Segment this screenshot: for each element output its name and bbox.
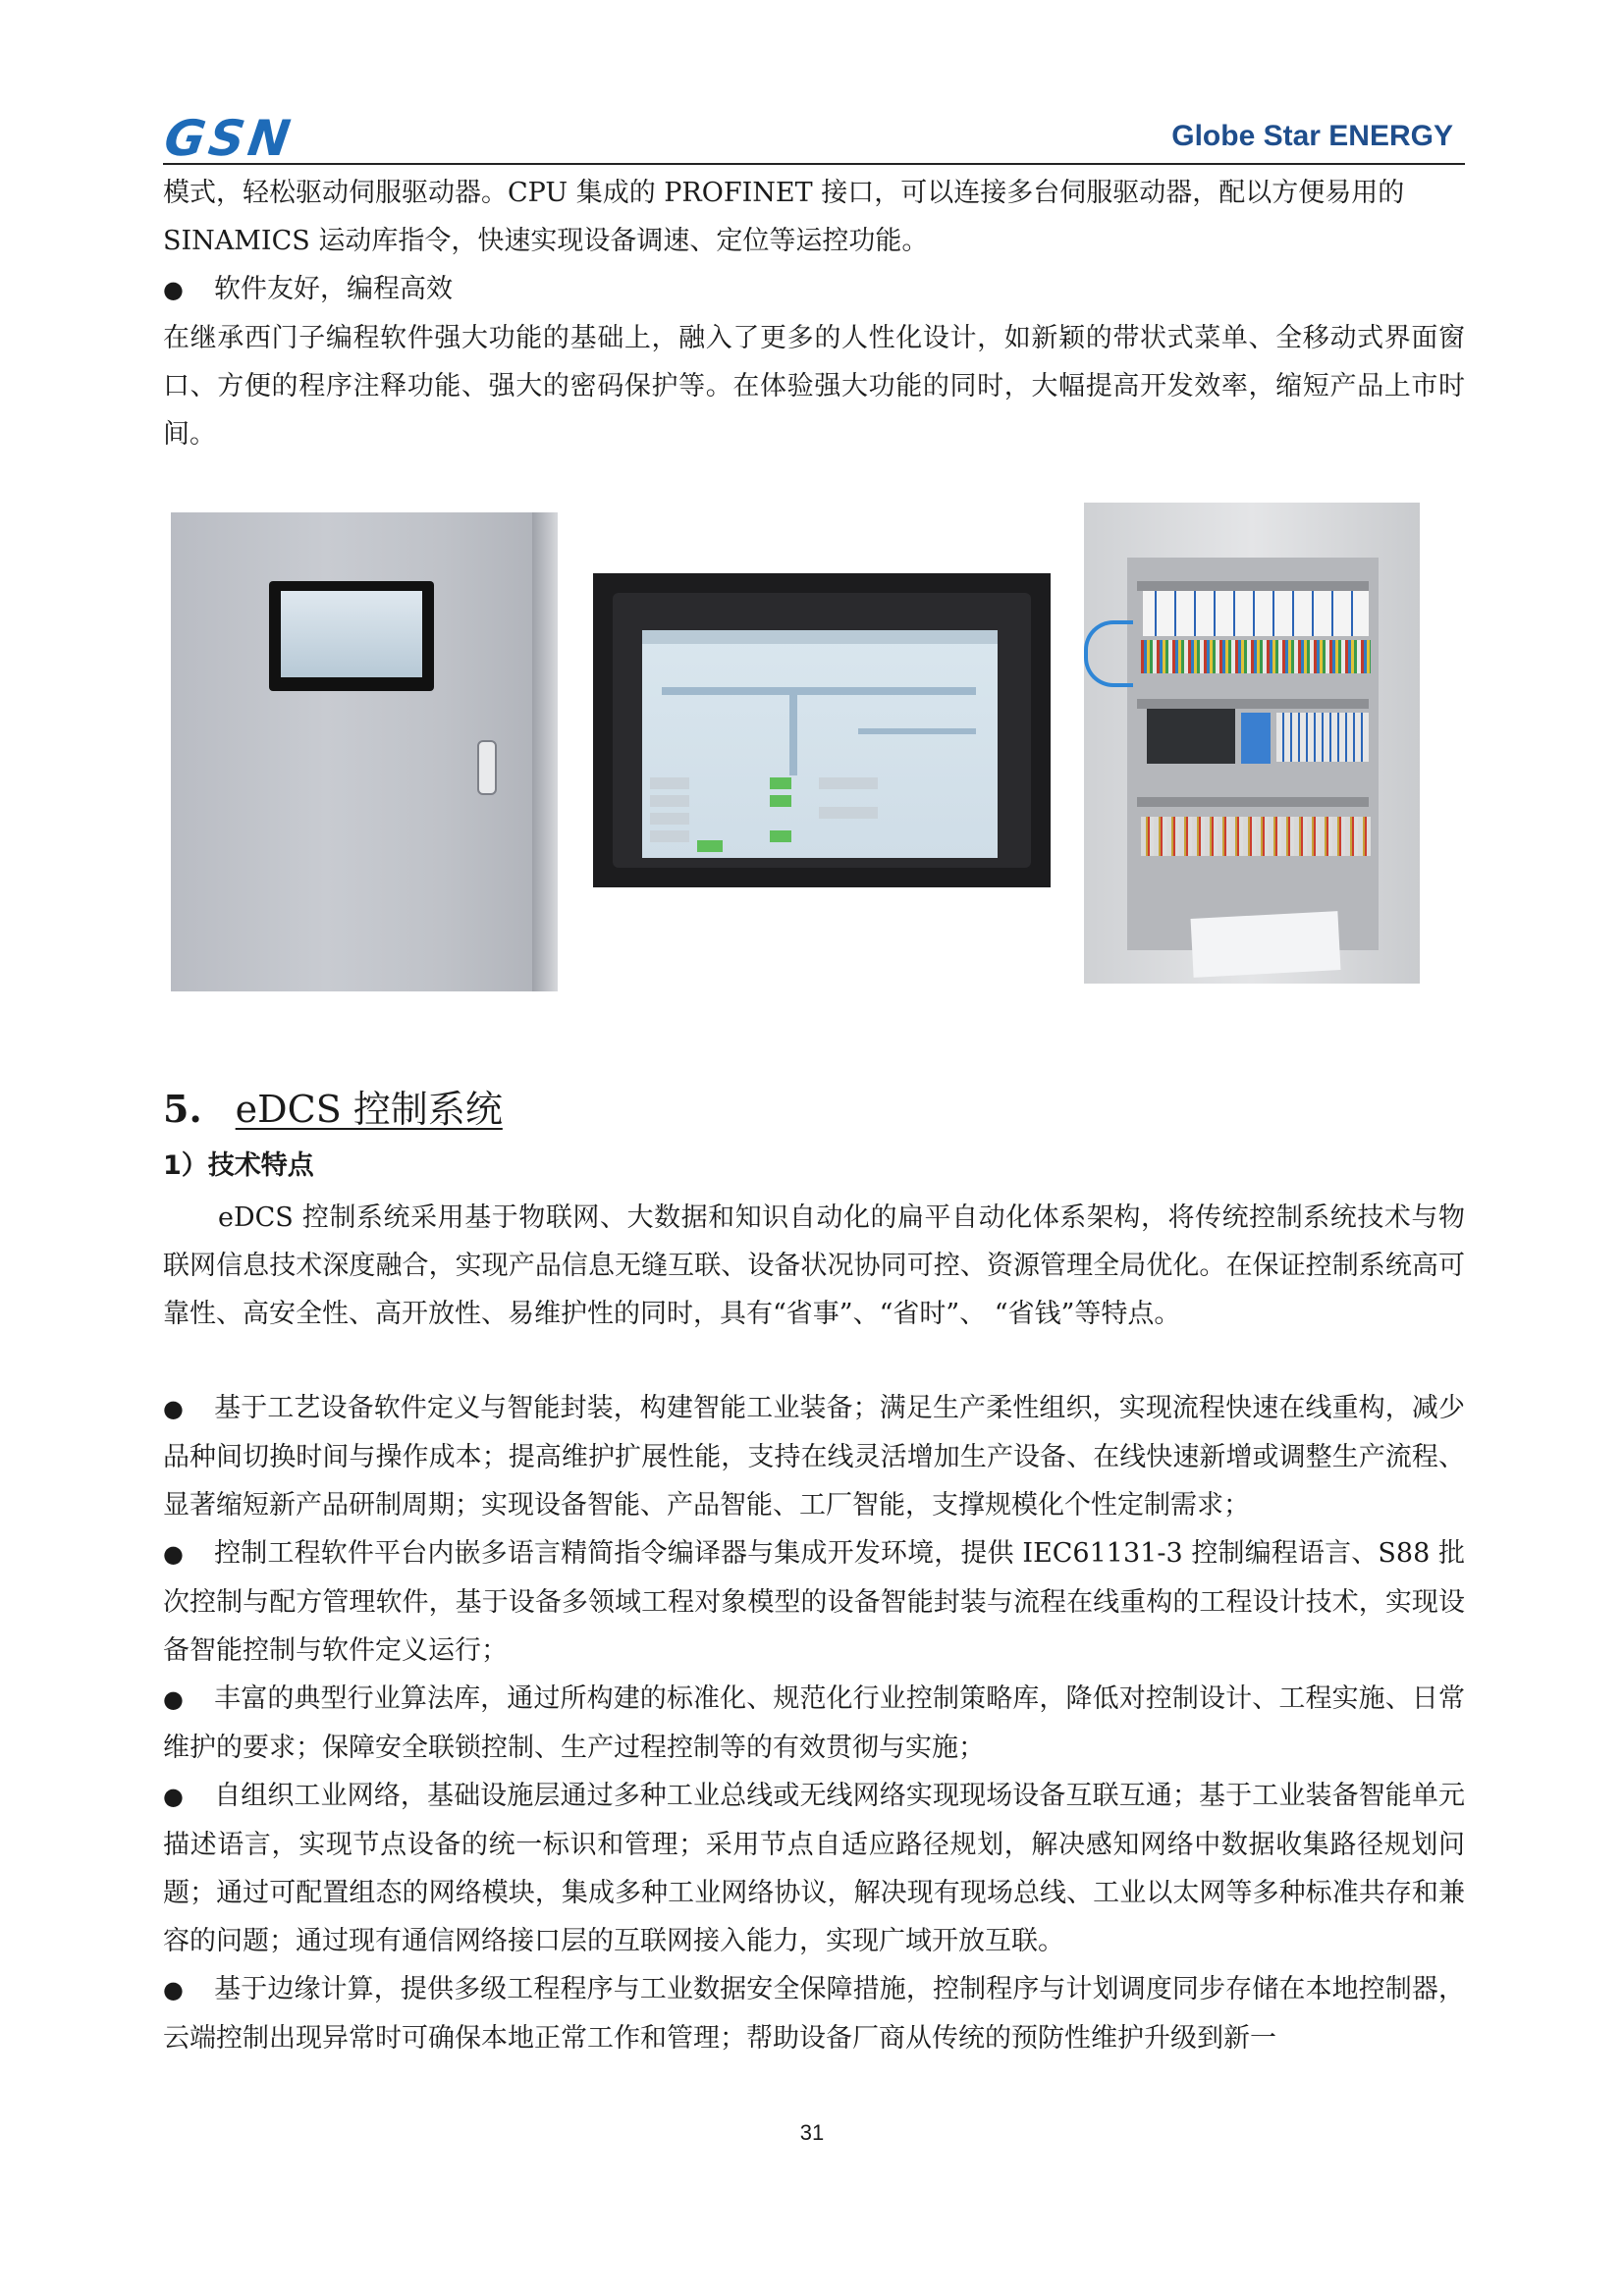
hmi-display (642, 630, 998, 858)
cabinet-lock-icon (477, 740, 497, 795)
bullet-dot: ● (163, 276, 184, 303)
electrical-panel-photo (1084, 503, 1420, 984)
intro-line-1: 模式，轻松驱动伺服驱动器。CPU 集成的 PROFINET 接口，可以连接多台伺服驱动器，配以方便易用的 (163, 178, 1405, 208)
intro-line-2: SINAMICS 运动库指令，快速实现设备调速、定位等运控功能。 (163, 226, 929, 256)
bullet-heading-row (163, 265, 1465, 314)
company-name: Globe Star ENERGY (1171, 120, 1453, 152)
intro-block (163, 169, 1465, 458)
feature-item: ● 丰富的典型行业算法库，通过所构建的标准化、规范化行业控制策略库，降低对控制设计、工程实施、日常维护的要求；保障安全联锁控制、生产过程控制等的有效贯彻与实施； (163, 1675, 1465, 1772)
hmi-touchscreen-photo (593, 573, 1051, 887)
subsection-heading: 1）技术特点 (163, 1150, 314, 1181)
section-number: 5. (163, 1087, 202, 1131)
header-divider (163, 163, 1465, 165)
feature-list (163, 1384, 1465, 2062)
plc-module (1147, 709, 1235, 764)
control-cabinet-photo (171, 512, 558, 991)
company-logo: GSN (160, 110, 298, 167)
feature-item: ● 基于工艺设备软件定义与智能封装，构建智能工业装备；满足生产柔性组织，实现流程快速在线重构，减少品种间切换时间与操作成本；提高维护扩展性能，支持在线灵活增加生产设备、在线快速新增或调整生产流程、显著缩短新产品研制周期；实现设备智能、产品智能、工厂智能，支撑规模化个性定制需求； (163, 1384, 1465, 1529)
bullet-dot: ● (163, 1540, 184, 1568)
feature-item: ● 基于边缘计算，提供多级工程程序与工业数据安全保障措施，控制程序与计划调度同步存储在本地控制器，云端控制出现异常时可确保本地正常工作和管理；帮助设备厂商从传统的预防性维护升级到新一 (163, 1965, 1465, 2062)
section-title: eDCS 控制系统 (235, 1088, 503, 1131)
circuit-breakers (1143, 591, 1369, 636)
cabinet-edge (532, 512, 558, 991)
bullet-dot: ● (163, 1395, 184, 1422)
cabinet-hmi-screen (269, 581, 434, 691)
bullet-dot: ● (163, 1976, 184, 2003)
bullet-heading: 软件友好，编程高效 (214, 274, 453, 304)
feature-item: ● 控制工程软件平台内嵌多语言精简指令编译器与集成开发环境，提供 IEC61131-3 控制编程语言、S88 批次控制与配方管理软件，基于设备多领域工程对象模型的设备智能封装与流程在线重构的工程设计技术，实现设备智能控制与软件定义运行； (163, 1529, 1465, 1675)
section-heading (163, 1082, 503, 1137)
page-number: 31 (799, 2120, 825, 2145)
bullet-dot: ● (163, 1685, 184, 1713)
section-lead-paragraph: eDCS 控制系统采用基于物联网、大数据和知识自动化的扁平自动化体系架构，将传统控制系统技术与物联网信息技术深度融合，实现产品信息无缝互联、设备状况协同可控、资源管理全局优化。在保证控制系统高可靠性、高安全性、高开放性、易维护性的同时，具有“省事”、“省时”、 “省钱”等特点。 (163, 1202, 1465, 1329)
feature-item: ● 自组织工业网络，基础设施层通过多种工业总线或无线网络实现现场设备互联互通；基于工业装备智能单元描述语言，实现节点设备的统一标识和管理；采用节点自适应路径规划，解决感知网络中数据收集路径规划问题；通过可配置组态的网络模块，集成多种工业网络协议，解决现有现场总线、工业以太网等多种标准共存和兼容的问题；通过现有通信网络接口层的互联网接入能力，实现广域开放互联。 (163, 1772, 1465, 1965)
bullet-dot: ● (163, 1783, 184, 1810)
section-lead-block (163, 1194, 1465, 1338)
intro-paragraph: 在继承西门子编程软件强大功能的基础上，融入了更多的人性化设计，如新颖的带状式菜单、全移动式界面窗口、方便的程序注释功能、强大的密码保护等。在体验强大功能的同时，大幅提高开发效率，缩短产品上市时间。 (163, 323, 1465, 450)
